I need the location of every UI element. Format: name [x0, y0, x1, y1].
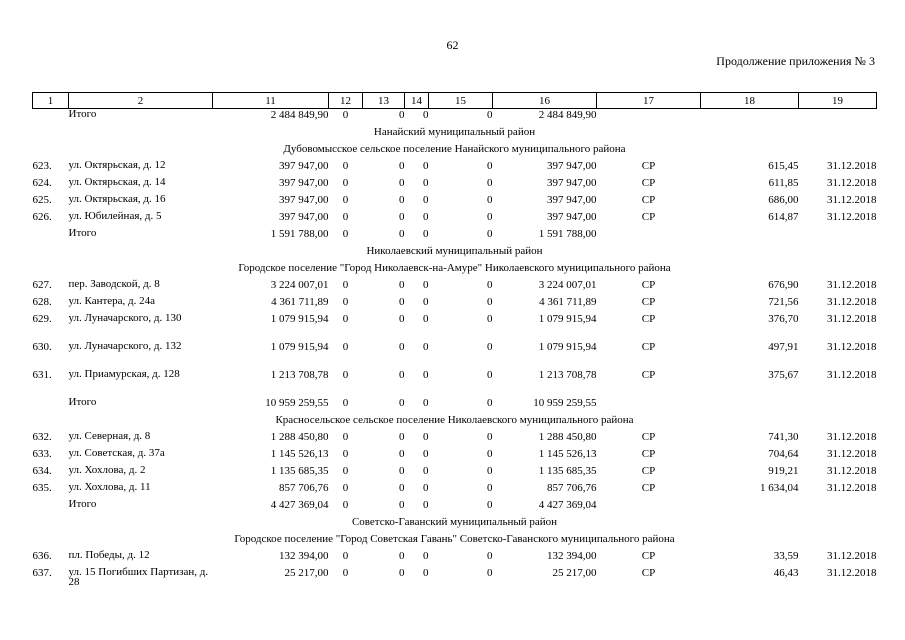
- value-cell: 0: [399, 465, 405, 477]
- continuation-note: Продолжение приложения № 3: [716, 54, 875, 68]
- total-row: [33, 397, 877, 414]
- row-number: 626.: [32, 211, 52, 223]
- total-label: Итого: [68, 396, 97, 408]
- area-cell: 33,59: [773, 550, 799, 562]
- cost-total-cell: 1 135 685,35: [270, 465, 329, 477]
- date-cell: 31.12.2018: [827, 279, 877, 291]
- row-number: 624.: [32, 177, 52, 189]
- value-cell: 0: [399, 341, 405, 353]
- value-cell: 0: [423, 211, 429, 223]
- column-header: 2: [69, 93, 213, 109]
- value-cell: 0: [399, 369, 405, 381]
- area-cell: 497,91: [768, 341, 799, 353]
- area-cell: 676,90: [768, 279, 799, 291]
- area-cell: 704,64: [768, 448, 799, 460]
- date-cell: 31.12.2018: [827, 313, 877, 325]
- value-cell: 0: [399, 482, 405, 494]
- area-cell: 615,45: [768, 160, 799, 172]
- date-cell: 31.12.2018: [827, 431, 877, 443]
- value-cell: 0: [487, 160, 493, 172]
- cost-total-cell: 1 145 526,13: [270, 448, 329, 460]
- row-number-cell: [33, 109, 69, 127]
- row-number: 632.: [32, 431, 52, 443]
- value-cell: 0: [399, 567, 405, 579]
- category-cell: [597, 499, 701, 516]
- address-cell: ул. Хохлова, д. 2: [68, 464, 146, 476]
- cost-sum-cell: 10 959 259,55: [533, 397, 597, 409]
- date-cell: 31.12.2018: [827, 160, 877, 172]
- value-cell: 0: [487, 313, 493, 325]
- total-label: Итого: [68, 227, 97, 239]
- value-cell: 0: [342, 550, 349, 562]
- category-cell: СР: [641, 341, 656, 353]
- category-cell: СР: [641, 369, 656, 381]
- value-cell: 0: [487, 211, 493, 223]
- total-label: Итого: [68, 108, 97, 120]
- column-header: 11: [213, 93, 329, 109]
- address-cell: ул. Приамурская, д. 128: [68, 368, 180, 380]
- cost-total-cell: 25 217,00: [284, 567, 329, 579]
- value-cell: 0: [487, 341, 493, 353]
- area-cell: 721,56: [768, 296, 799, 308]
- value-cell: 0: [342, 313, 349, 325]
- value-cell: 0: [487, 109, 493, 121]
- cost-total-cell: 1 213 708,78: [270, 369, 329, 381]
- value-cell: 0: [423, 431, 429, 443]
- value-cell: 0: [423, 499, 429, 511]
- cost-total-cell: 397 947,00: [279, 160, 329, 172]
- cost-total-cell: 1 079 915,94: [270, 313, 329, 325]
- area-cell: [701, 228, 799, 245]
- value-cell: 0: [423, 567, 429, 579]
- value-cell: 0: [487, 177, 493, 189]
- area-cell: 611,85: [768, 177, 799, 189]
- row-number: 637.: [32, 567, 52, 579]
- cost-total-cell: 2 484 849,90: [270, 109, 329, 121]
- column-header: 18: [701, 93, 799, 109]
- value-cell: 0: [399, 431, 405, 443]
- cost-total-cell: 10 959 259,55: [265, 397, 329, 409]
- table-row: [33, 341, 877, 369]
- cost-total-cell: 1 079 915,94: [270, 341, 329, 353]
- total-row: [33, 109, 877, 127]
- value-cell: 0: [342, 448, 349, 460]
- row-number: 623.: [32, 160, 52, 172]
- date-cell: 31.12.2018: [827, 550, 877, 562]
- category-cell: СР: [641, 279, 656, 291]
- category-cell: СР: [641, 482, 656, 494]
- area-cell: 686,00: [768, 194, 799, 206]
- category-cell: СР: [641, 550, 656, 562]
- cost-total-cell: 397 947,00: [279, 194, 329, 206]
- address-cell: ул. Кантера, д. 24а: [68, 295, 156, 307]
- cost-sum-cell: 397 947,00: [547, 211, 597, 223]
- cost-total-cell: 397 947,00: [279, 211, 329, 223]
- value-cell: 0: [342, 177, 349, 189]
- page-number: 62: [446, 38, 459, 52]
- category-cell: СР: [641, 211, 656, 223]
- cost-sum-cell: 1 145 526,13: [538, 448, 597, 460]
- area-cell: [701, 499, 799, 516]
- area-cell: 1 634,04: [760, 482, 799, 494]
- row-number: 627.: [32, 279, 52, 291]
- value-cell: 0: [423, 228, 429, 240]
- category-cell: СР: [641, 431, 656, 443]
- table-row: [33, 177, 877, 194]
- date-cell: 31.12.2018: [827, 369, 877, 381]
- cost-sum-cell: 4 361 711,89: [539, 296, 597, 308]
- date-cell: 31.12.2018: [827, 177, 877, 189]
- value-cell: 0: [487, 567, 493, 579]
- category-cell: СР: [641, 160, 656, 172]
- column-header: 14: [405, 93, 429, 109]
- value-cell: 0: [423, 160, 429, 172]
- column-header: 19: [799, 93, 877, 109]
- row-number: 630.: [32, 341, 52, 353]
- value-cell: 0: [399, 109, 405, 121]
- row-number-cell: [33, 228, 69, 245]
- row-number-cell: [33, 397, 69, 414]
- section-title: Николаевский муниципальный район: [366, 245, 543, 257]
- address-cell: ул. Октярьская, д. 12: [68, 159, 166, 171]
- section-title: Городское поселение "Город Советская Гавань" Советско-Гаванского муниципального района: [234, 533, 675, 545]
- value-cell: 0: [487, 550, 493, 562]
- cost-total-cell: 397 947,00: [279, 177, 329, 189]
- address-cell: ул. Октярьская, д. 14: [68, 176, 166, 188]
- cost-sum-cell: 25 217,00: [552, 567, 597, 579]
- value-cell: 0: [399, 228, 405, 240]
- value-cell: 0: [487, 279, 493, 291]
- value-cell: 0: [342, 109, 349, 121]
- date-cell: [799, 499, 877, 516]
- table-row: [33, 160, 877, 177]
- table-row: [33, 369, 877, 397]
- category-cell: СР: [641, 313, 656, 325]
- row-number-cell: [33, 499, 69, 516]
- section-title: Городское поселение "Город Николаевск-на-Амуре" Николаевского муниципального района: [238, 262, 671, 274]
- value-cell: 0: [342, 341, 349, 353]
- cost-total-cell: 4 427 369,04: [270, 499, 329, 511]
- value-cell: 0: [487, 397, 493, 409]
- table-row: [33, 431, 877, 448]
- area-cell: 614,87: [768, 211, 799, 223]
- cost-sum-cell: 1 079 915,94: [538, 313, 597, 325]
- column-header: 12: [329, 93, 363, 109]
- category-cell: [597, 109, 701, 127]
- area-cell: 46,43: [773, 567, 799, 579]
- value-cell: 0: [487, 499, 493, 511]
- row-number: 625.: [32, 194, 52, 206]
- cost-sum-cell: 1 213 708,78: [538, 369, 597, 381]
- section-row: [33, 533, 877, 550]
- cost-total-cell: 132 394,00: [279, 550, 329, 562]
- value-cell: 0: [399, 448, 405, 460]
- value-cell: 0: [487, 465, 493, 477]
- value-cell: 0: [423, 369, 429, 381]
- value-cell: 0: [423, 177, 429, 189]
- section-title: Советско-Гаванский муниципальный район: [351, 516, 558, 528]
- cost-total-cell: 857 706,76: [279, 482, 329, 494]
- cost-sum-cell: 2 484 849,90: [538, 109, 597, 121]
- table-row: [33, 313, 877, 341]
- date-cell: 31.12.2018: [827, 194, 877, 206]
- cost-sum-cell: 397 947,00: [547, 160, 597, 172]
- cost-sum-cell: 857 706,76: [547, 482, 597, 494]
- address-cell: ул. 15 Погибших Партизан, д. 28: [68, 566, 209, 588]
- value-cell: 0: [399, 499, 405, 511]
- cost-sum-cell: 1 135 685,35: [538, 465, 597, 477]
- date-cell: 31.12.2018: [827, 296, 877, 308]
- address-cell: ул. Советская, д. 37а: [68, 447, 165, 459]
- value-cell: 0: [423, 448, 429, 460]
- value-cell: 0: [487, 482, 493, 494]
- value-cell: 0: [423, 109, 429, 121]
- table-row: [33, 465, 877, 482]
- value-cell: 0: [487, 194, 493, 206]
- area-cell: [701, 397, 799, 414]
- address-cell: ул. Октярьская, д. 16: [68, 193, 166, 205]
- cost-sum-cell: 1 591 788,00: [538, 228, 597, 240]
- table-row: [33, 482, 877, 499]
- section-row: [33, 245, 877, 262]
- value-cell: 0: [423, 482, 429, 494]
- column-header: 16: [493, 93, 597, 109]
- value-cell: 0: [342, 228, 349, 240]
- value-cell: 0: [342, 296, 349, 308]
- section-title: Дубовомысское сельское поселение Нанайского муниципального района: [283, 143, 626, 155]
- table-header-row: [33, 93, 877, 109]
- table-row: [33, 448, 877, 465]
- row-number: 636.: [32, 550, 52, 562]
- address-cell: пл. Победы, д. 12: [68, 549, 150, 561]
- area-cell: 375,67: [768, 369, 799, 381]
- area-cell: 741,30: [768, 431, 799, 443]
- cost-sum-cell: 397 947,00: [547, 177, 597, 189]
- cost-total-cell: 1 288 450,80: [270, 431, 329, 443]
- section-row: [33, 126, 877, 143]
- value-cell: 0: [399, 279, 405, 291]
- value-cell: 0: [487, 431, 493, 443]
- column-header: 17: [597, 93, 701, 109]
- area-cell: 919,21: [768, 465, 799, 477]
- value-cell: 0: [423, 465, 429, 477]
- date-cell: 31.12.2018: [827, 482, 877, 494]
- row-number: 635.: [32, 482, 52, 494]
- category-cell: [597, 228, 701, 245]
- cost-sum-cell: 132 394,00: [547, 550, 597, 562]
- value-cell: 0: [399, 313, 405, 325]
- value-cell: 0: [423, 279, 429, 291]
- value-cell: 0: [423, 194, 429, 206]
- total-label: Итого: [68, 498, 97, 510]
- cost-sum-cell: 397 947,00: [547, 194, 597, 206]
- address-cell: ул. Луначарского, д. 132: [68, 340, 182, 352]
- value-cell: 0: [423, 341, 429, 353]
- section-row: [33, 516, 877, 533]
- section-title: Нанайский муниципальный район: [373, 126, 536, 138]
- category-cell: СР: [641, 465, 656, 477]
- column-header: 13: [363, 93, 405, 109]
- value-cell: 0: [399, 177, 405, 189]
- value-cell: 0: [399, 550, 405, 562]
- category-cell: СР: [641, 567, 656, 579]
- address-cell: ул. Хохлова, д. 11: [68, 481, 151, 493]
- table-row: [33, 550, 877, 567]
- value-cell: 0: [342, 369, 349, 381]
- date-cell: [799, 397, 877, 414]
- value-cell: 0: [487, 228, 493, 240]
- row-number: 634.: [32, 465, 52, 477]
- category-cell: [597, 397, 701, 414]
- value-cell: 0: [342, 211, 349, 223]
- value-cell: 0: [399, 160, 405, 172]
- value-cell: 0: [342, 567, 349, 579]
- value-cell: 0: [487, 448, 493, 460]
- value-cell: 0: [342, 482, 349, 494]
- cost-total-cell: 4 361 711,89: [271, 296, 329, 308]
- table-row: [33, 567, 877, 595]
- value-cell: 0: [423, 397, 429, 409]
- row-number: 631.: [32, 369, 52, 381]
- value-cell: 0: [342, 431, 349, 443]
- date-cell: 31.12.2018: [827, 211, 877, 223]
- table-row: [33, 211, 877, 228]
- area-cell: 376,70: [768, 313, 799, 325]
- value-cell: 0: [423, 296, 429, 308]
- row-number: 628.: [32, 296, 52, 308]
- table-body: [33, 109, 877, 596]
- cost-sum-cell: 4 427 369,04: [538, 499, 597, 511]
- value-cell: 0: [342, 499, 349, 511]
- date-cell: 31.12.2018: [827, 465, 877, 477]
- value-cell: 0: [423, 313, 429, 325]
- row-number: 633.: [32, 448, 52, 460]
- cost-total-cell: 1 591 788,00: [270, 228, 329, 240]
- date-cell: 31.12.2018: [827, 567, 877, 579]
- value-cell: 0: [342, 279, 349, 291]
- value-cell: 0: [342, 160, 349, 172]
- cost-total-cell: 3 224 007,01: [270, 279, 329, 291]
- value-cell: 0: [487, 296, 493, 308]
- row-number: 629.: [32, 313, 52, 325]
- section-title: Красносельское сельское поселение Николаевского муниципального района: [275, 414, 634, 426]
- section-row: [33, 262, 877, 279]
- cost-sum-cell: 3 224 007,01: [538, 279, 597, 291]
- table-row: [33, 296, 877, 313]
- total-row: [33, 228, 877, 245]
- report-table: [32, 92, 877, 595]
- value-cell: 0: [399, 397, 405, 409]
- value-cell: 0: [487, 369, 493, 381]
- category-cell: СР: [641, 448, 656, 460]
- address-cell: ул. Луначарского, д. 130: [68, 312, 182, 324]
- address-cell: пер. Заводской, д. 8: [68, 278, 160, 290]
- date-cell: 31.12.2018: [827, 341, 877, 353]
- value-cell: 0: [399, 296, 405, 308]
- section-row: [33, 414, 877, 431]
- value-cell: 0: [399, 194, 405, 206]
- date-cell: [799, 109, 877, 127]
- date-cell: 31.12.2018: [827, 448, 877, 460]
- cost-sum-cell: 1 079 915,94: [538, 341, 597, 353]
- value-cell: 0: [423, 550, 429, 562]
- category-cell: СР: [641, 194, 656, 206]
- area-cell: [701, 109, 799, 127]
- category-cell: СР: [641, 296, 656, 308]
- value-cell: 0: [342, 194, 349, 206]
- category-cell: СР: [641, 177, 656, 189]
- column-header: 15: [429, 93, 493, 109]
- address-cell: ул. Северная, д. 8: [68, 430, 151, 442]
- address-cell: ул. Юбилейная, д. 5: [68, 210, 162, 222]
- total-row: [33, 499, 877, 516]
- cost-sum-cell: 1 288 450,80: [538, 431, 597, 443]
- section-row: [33, 143, 877, 160]
- table-row: [33, 279, 877, 296]
- date-cell: [799, 228, 877, 245]
- column-header: 1: [33, 93, 69, 109]
- table-row: [33, 194, 877, 211]
- value-cell: 0: [342, 465, 349, 477]
- value-cell: 0: [342, 397, 349, 409]
- value-cell: 0: [399, 211, 405, 223]
